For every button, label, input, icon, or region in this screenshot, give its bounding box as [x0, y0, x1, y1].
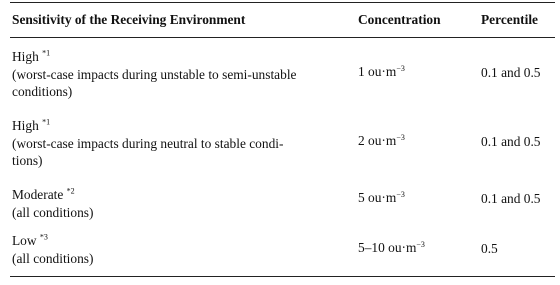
- percentile-cell: 0.1 and 0.5: [481, 133, 541, 149]
- sensitivity-description: (all conditions): [12, 250, 94, 266]
- concentration-value: 5–10 ou·m: [358, 240, 417, 256]
- footnote-marker: *1: [42, 48, 51, 58]
- sensitivity-level: High: [12, 118, 39, 133]
- concentration-value: 1 ou·m: [358, 63, 397, 79]
- sensitivity-cell: [10, 176, 356, 222]
- sensitivity-level: High: [12, 49, 39, 64]
- sensitivity-description: (worst-case impacts during unstable to semi-unstable: [12, 66, 297, 82]
- table-row: [10, 222, 555, 277]
- unit-exponent: −3: [396, 190, 405, 200]
- footnote-marker: *1: [42, 117, 51, 127]
- concentration-cell: [356, 107, 479, 176]
- concentration-value: 2 ou·m: [358, 132, 397, 148]
- concentration-cell: [356, 38, 479, 108]
- sensitivity-description: conditions): [12, 84, 73, 99]
- sensitivity-cell: [10, 38, 356, 108]
- percentile-cell: 0.5: [481, 241, 498, 257]
- sensitivity-cell: [10, 107, 356, 176]
- odour-criteria-table: [10, 2, 555, 277]
- header-percentile: Percentile: [481, 12, 539, 27]
- unit-exponent: −3: [396, 132, 405, 142]
- table-row: [10, 107, 555, 176]
- percentile-cell: 0.1 and 0.5: [481, 191, 541, 207]
- footnote-marker: *2: [66, 186, 75, 196]
- concentration-value: 5 ou·m: [358, 190, 397, 206]
- sensitivity-level: Moderate: [12, 187, 64, 202]
- footnote-marker: *3: [39, 232, 48, 242]
- sensitivity-description: (worst-case impacts during neutral to stable condi-: [12, 135, 284, 151]
- percentile-cell: 0.1 and 0.5: [481, 64, 541, 80]
- concentration-cell: [356, 176, 479, 222]
- concentration-cell: [356, 222, 479, 277]
- sensitivity-level: Low: [12, 233, 37, 248]
- sensitivity-cell: [10, 222, 356, 277]
- header-sensitivity: Sensitivity of the Receiving Environment: [12, 12, 246, 27]
- sensitivity-description: tions): [12, 153, 43, 168]
- header-concentration: Concentration: [358, 12, 441, 27]
- unit-exponent: −3: [396, 63, 405, 73]
- table-row: [10, 176, 555, 222]
- table-row: [10, 38, 555, 108]
- table-header-row: [10, 3, 555, 38]
- sensitivity-description: (all conditions): [12, 204, 94, 220]
- unit-exponent: −3: [416, 240, 425, 250]
